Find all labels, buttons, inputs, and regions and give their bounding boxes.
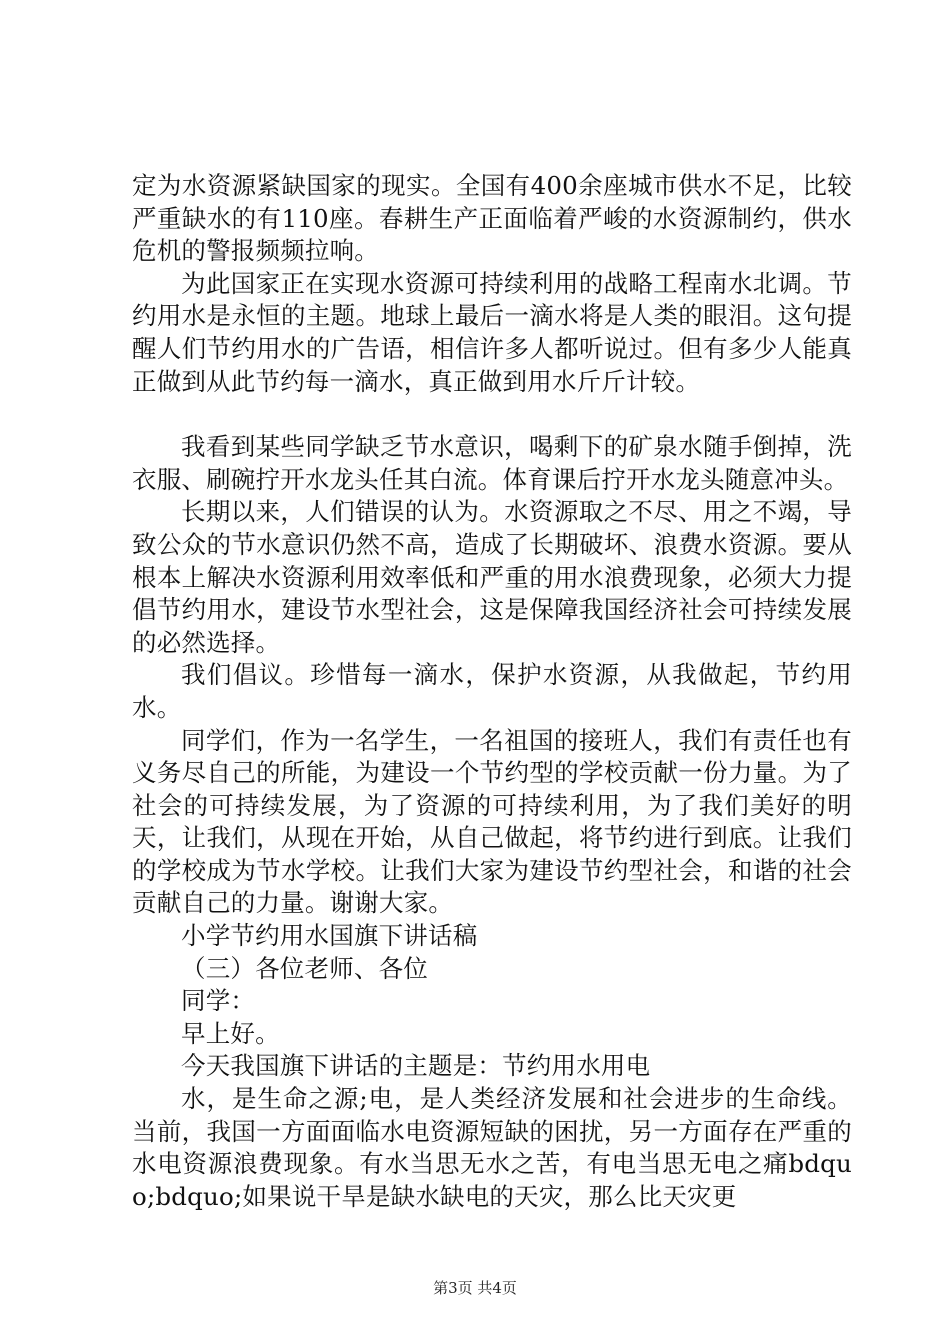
paragraph-proposal: 我们倡议。珍惜每一滴水，保护水资源，从我做起，节约用水。: [132, 660, 852, 722]
page-number-footer: 第3页 共4页: [433, 1279, 517, 1297]
greeting-teachers: （三）各位老师、各位: [181, 953, 428, 983]
section-title: 小学节约用水国旗下讲话稿: [181, 921, 478, 951]
paragraph-south-north-water: 为此国家正在实现水资源可持续利用的战略工程南水北调。节约用水是永恒的主题。地球上最后一滴水将是人类的眼泪。这句提醒人们节约用水的广告语，相信许多人都听说过。但有多少人能真正做到从此节约每一滴水，真正做到用水斤斤计较。: [132, 268, 852, 396]
paragraph-gap: [132, 398, 852, 431]
speech-topic: 今天我国旗下讲话的主题是：节约用水用电: [181, 1051, 651, 1081]
paragraph-water-electricity: 水，是生命之源;电，是人类经济发展和社会进步的生命线。当前，我国一方面面临水电资源短缺的困扰，另一方面存在严重的水电资源浪费现象。有水当思无水之苦，有电当思无电之痛bdquo;bdquo;如果说干旱是缺水缺电的天灾，那么比天灾更: [132, 1084, 852, 1211]
paragraph-classmates: 同学们，作为一名学生，一名祖国的接班人，我们有责任也有义务尽自己的所能，为建设一个节约型的学校贡献一份力量。为了社会的可持续发展，为了资源的可持续利用，为了我们美好的明天，让我们，从现在开始，从自己做起，将节约进行到底。让我们的学校成为节水学校。让我们大家为建设节约型社会，和谐的社会贡献自己的力量。谢谢大家。: [132, 725, 852, 918]
paragraph-students-waste: 我看到某些同学缺乏节水意识，喝剩下的矿泉水随手倒掉，洗衣服、刷碗拧开水龙头任其白流。体育课后拧开水龙头随意冲头。: [132, 432, 852, 494]
greeting-students: 同学：: [181, 986, 256, 1016]
paragraph-long-term: 长期以来，人们错误的认为。水资源取之不尽、用之不竭，导致公众的节水意识仍然不高，造成了长期破坏、浪费水资源。要从根本上解决水资源利用效率低和严重的用水浪费现象，必须大力提倡节约用水，建设节水型社会，这是保障我国经济社会可持续发展的必然选择。: [132, 497, 852, 657]
paragraph-water-shortage: 定为水资源紧缺国家的现实。全国有400余座城市供水不足，比较严重缺水的有110座。春耕生产正面临着严峻的水资源制约，供水危机的警报频频拉响。: [132, 171, 852, 266]
document-body: [132, 170, 852, 1213]
greeting-morning: 早上好。: [181, 1018, 280, 1048]
